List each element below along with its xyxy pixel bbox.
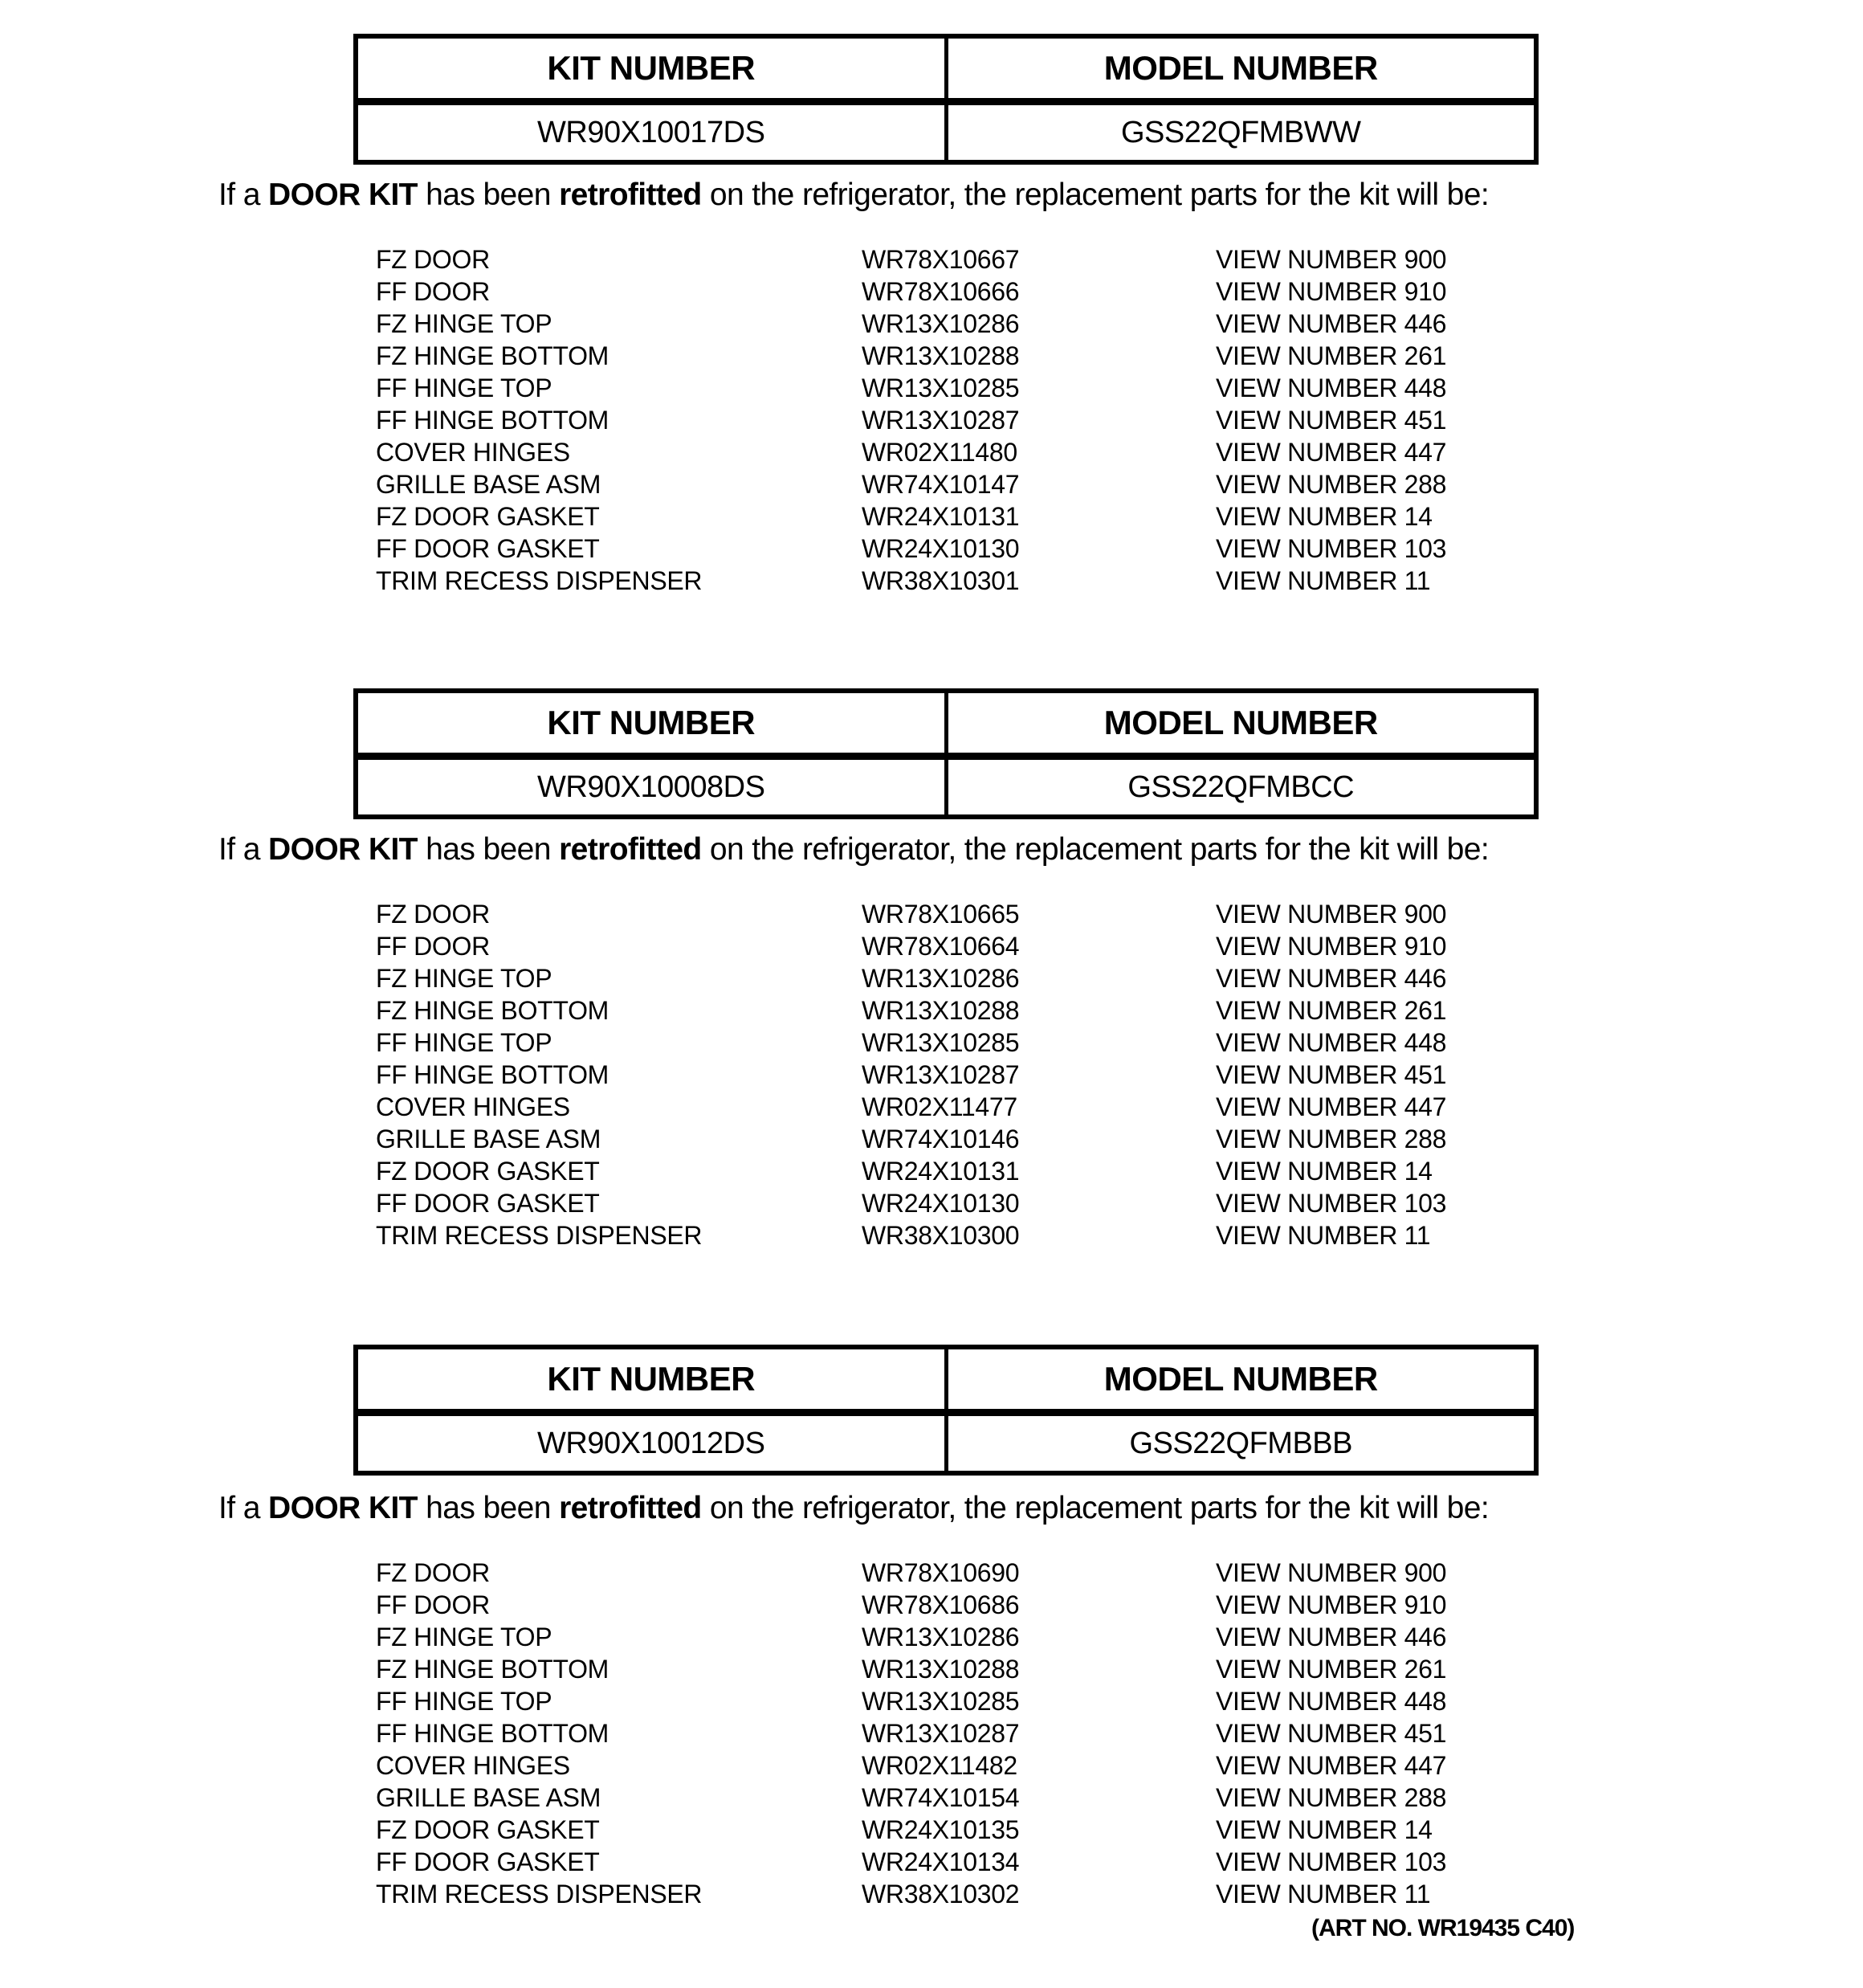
parts-row [0, 1219, 1863, 1251]
intro-bold-door-kit: DOOR KIT [268, 832, 418, 867]
parts-row [0, 1717, 1863, 1749]
part-view-number: VIEW NUMBER 14 [1216, 502, 1433, 531]
part-number: WR24X10131 [862, 1157, 1020, 1186]
part-name: FZ DOOR GASKET [376, 502, 600, 531]
part-name: TRIM RECESS DISPENSER [376, 566, 703, 595]
model-number-value: GSS22QFMBCC [946, 757, 1536, 818]
intro-text: has been [417, 1491, 560, 1525]
part-name: FZ HINGE TOP [376, 964, 552, 993]
part-view-number: VIEW NUMBER 288 [1216, 1783, 1447, 1812]
part-view-number: VIEW NUMBER 900 [1216, 1558, 1447, 1587]
part-name: FF HINGE BOTTOM [376, 1060, 609, 1089]
part-number: WR24X10131 [862, 502, 1020, 531]
part-number: WR13X10285 [862, 1687, 1020, 1716]
part-number: WR78X10664 [862, 932, 1020, 961]
parts-row [0, 1557, 1863, 1589]
parts-row [0, 1187, 1863, 1219]
parts-row [0, 276, 1863, 308]
intro-text: If a [218, 1491, 269, 1525]
model-number-value: GSS22QFMBBB [946, 1413, 1536, 1474]
part-view-number: VIEW NUMBER 446 [1216, 964, 1447, 993]
part-name: FF DOOR [376, 932, 490, 961]
part-name: FZ HINGE BOTTOM [376, 996, 609, 1025]
part-number: WR24X10135 [862, 1815, 1020, 1844]
part-name: FZ DOOR GASKET [376, 1157, 600, 1186]
kit-number-value: WR90X10008DS [356, 757, 946, 818]
part-view-number: VIEW NUMBER 11 [1216, 1880, 1431, 1908]
kit-model-table-3 [353, 1345, 1539, 1476]
model-number-header: MODEL NUMBER [946, 1347, 1536, 1413]
parts-row [0, 436, 1863, 468]
part-name: FF DOOR [376, 277, 490, 306]
part-name: FZ HINGE TOP [376, 309, 552, 338]
part-view-number: VIEW NUMBER 448 [1216, 1028, 1447, 1057]
parts-row [0, 340, 1863, 372]
parts-list-2 [0, 898, 1863, 1251]
part-view-number: VIEW NUMBER 446 [1216, 1623, 1447, 1651]
parts-row [0, 404, 1863, 436]
part-name: FZ HINGE TOP [376, 1623, 552, 1651]
part-name: COVER HINGES [376, 438, 570, 467]
part-name: FF HINGE TOP [376, 1028, 552, 1057]
part-view-number: VIEW NUMBER 288 [1216, 470, 1447, 499]
intro-text: has been [417, 178, 560, 212]
parts-row [0, 1059, 1863, 1091]
part-name: GRILLE BASE ASM [376, 470, 601, 499]
part-number: WR13X10286 [862, 964, 1020, 993]
part-name: GRILLE BASE ASM [376, 1783, 601, 1812]
parts-row [0, 1621, 1863, 1653]
part-number: WR24X10134 [862, 1847, 1020, 1876]
part-name: FF DOOR GASKET [376, 1847, 600, 1876]
part-number: WR38X10300 [862, 1221, 1020, 1250]
parts-row [0, 1091, 1863, 1123]
part-view-number: VIEW NUMBER 446 [1216, 309, 1447, 338]
part-number: WR74X10154 [862, 1783, 1020, 1812]
part-view-number: VIEW NUMBER 910 [1216, 277, 1447, 306]
kit-number-header: KIT NUMBER [356, 1347, 946, 1413]
part-view-number: VIEW NUMBER 447 [1216, 438, 1447, 467]
part-name: FZ DOOR GASKET [376, 1815, 600, 1844]
part-view-number: VIEW NUMBER 261 [1216, 996, 1447, 1025]
parts-row [0, 898, 1863, 930]
part-view-number: VIEW NUMBER 103 [1216, 1189, 1447, 1218]
intro-bold-retrofitted: retrofitted [559, 832, 702, 867]
part-view-number: VIEW NUMBER 448 [1216, 374, 1447, 402]
part-number: WR13X10287 [862, 1060, 1020, 1089]
art-number-footer: (ART NO. WR19435 C40) [1311, 1915, 1575, 1941]
model-number-header: MODEL NUMBER [946, 36, 1536, 102]
part-number: WR78X10686 [862, 1590, 1020, 1619]
intro-bold-door-kit: DOOR KIT [268, 1491, 418, 1525]
part-view-number: VIEW NUMBER 451 [1216, 1719, 1447, 1748]
part-number: WR24X10130 [862, 534, 1020, 563]
part-view-number: VIEW NUMBER 451 [1216, 1060, 1447, 1089]
kit-model-table-2 [353, 688, 1539, 819]
part-name: FZ DOOR [376, 900, 490, 929]
part-name: FF DOOR GASKET [376, 534, 600, 563]
part-number: WR02X11477 [862, 1092, 1017, 1121]
kit-number-value: WR90X10012DS [356, 1413, 946, 1474]
part-number: WR38X10302 [862, 1880, 1020, 1908]
intro-text: has been [417, 832, 560, 867]
part-view-number: VIEW NUMBER 14 [1216, 1815, 1433, 1844]
part-name: TRIM RECESS DISPENSER [376, 1221, 703, 1250]
part-view-number: VIEW NUMBER 910 [1216, 932, 1447, 961]
part-number: WR02X11480 [862, 438, 1017, 467]
part-name: GRILLE BASE ASM [376, 1125, 601, 1153]
part-view-number: VIEW NUMBER 447 [1216, 1092, 1447, 1121]
parts-row [0, 1685, 1863, 1717]
part-name: FF HINGE TOP [376, 374, 552, 402]
parts-row [0, 565, 1863, 597]
parts-row [0, 1814, 1863, 1846]
kit-model-table-1 [353, 34, 1539, 165]
part-view-number: VIEW NUMBER 448 [1216, 1687, 1447, 1716]
intro-bold-door-kit: DOOR KIT [268, 178, 418, 212]
parts-row [0, 1027, 1863, 1059]
part-view-number: VIEW NUMBER 900 [1216, 900, 1447, 929]
part-number: WR13X10286 [862, 309, 1020, 338]
part-number: WR78X10666 [862, 277, 1020, 306]
intro-text: on the refrigerator, the replacement parts for the kit will be: [701, 832, 1490, 867]
parts-row [0, 533, 1863, 565]
kit-number-header: KIT NUMBER [356, 691, 946, 757]
part-name: FF HINGE BOTTOM [376, 406, 609, 435]
intro-text: on the refrigerator, the replacement parts for the kit will be: [701, 1491, 1490, 1525]
part-name: FF HINGE BOTTOM [376, 1719, 609, 1748]
parts-row [0, 962, 1863, 994]
part-number: WR13X10288 [862, 341, 1020, 370]
part-view-number: VIEW NUMBER 261 [1216, 1655, 1447, 1684]
parts-row [0, 1749, 1863, 1782]
part-view-number: VIEW NUMBER 900 [1216, 245, 1447, 274]
part-view-number: VIEW NUMBER 103 [1216, 534, 1447, 563]
part-number: WR13X10285 [862, 1028, 1020, 1057]
parts-row [0, 930, 1863, 962]
part-number: WR13X10287 [862, 406, 1020, 435]
parts-row [0, 308, 1863, 340]
intro-text: If a [218, 178, 269, 212]
part-number: WR74X10147 [862, 470, 1020, 499]
part-name: COVER HINGES [376, 1751, 570, 1780]
model-number-value: GSS22QFMBWW [946, 102, 1536, 163]
part-view-number: VIEW NUMBER 910 [1216, 1590, 1447, 1619]
part-number: WR24X10130 [862, 1189, 1020, 1218]
parts-row [0, 468, 1863, 500]
part-name: FF HINGE TOP [376, 1687, 552, 1716]
retrofit-intro-3 [218, 1489, 1489, 1528]
intro-bold-retrofitted: retrofitted [559, 1491, 702, 1525]
part-view-number: VIEW NUMBER 11 [1216, 1221, 1431, 1250]
part-view-number: VIEW NUMBER 14 [1216, 1157, 1433, 1186]
part-number: WR13X10288 [862, 996, 1020, 1025]
part-number: WR13X10286 [862, 1623, 1020, 1651]
part-number: WR13X10287 [862, 1719, 1020, 1748]
parts-row [0, 1878, 1863, 1910]
part-number: WR78X10690 [862, 1558, 1020, 1587]
retrofit-intro-1 [218, 176, 1489, 214]
parts-list-3 [0, 1557, 1863, 1910]
parts-row [0, 243, 1863, 276]
part-view-number: VIEW NUMBER 447 [1216, 1751, 1447, 1780]
part-view-number: VIEW NUMBER 103 [1216, 1847, 1447, 1876]
part-view-number: VIEW NUMBER 451 [1216, 406, 1447, 435]
kit-number-value: WR90X10017DS [356, 102, 946, 163]
part-name: FZ DOOR [376, 1558, 490, 1587]
parts-row [0, 1653, 1863, 1685]
part-name: FZ DOOR [376, 245, 490, 274]
parts-row [0, 1589, 1863, 1621]
retrofit-intro-2 [218, 831, 1489, 869]
part-name: FZ HINGE BOTTOM [376, 341, 609, 370]
parts-row [0, 1782, 1863, 1814]
model-number-header: MODEL NUMBER [946, 691, 1536, 757]
part-name: COVER HINGES [376, 1092, 570, 1121]
intro-text: on the refrigerator, the replacement parts for the kit will be: [701, 178, 1490, 212]
part-number: WR78X10665 [862, 900, 1020, 929]
intro-text: If a [218, 832, 269, 867]
parts-list-1 [0, 243, 1863, 597]
parts-row [0, 994, 1863, 1027]
part-name: FZ HINGE BOTTOM [376, 1655, 609, 1684]
parts-row [0, 500, 1863, 533]
part-number: WR78X10667 [862, 245, 1020, 274]
part-number: WR02X11482 [862, 1751, 1017, 1780]
part-number: WR13X10285 [862, 374, 1020, 402]
parts-row [0, 1155, 1863, 1187]
part-view-number: VIEW NUMBER 288 [1216, 1125, 1447, 1153]
parts-row [0, 1846, 1863, 1878]
part-name: FF DOOR [376, 1590, 490, 1619]
parts-row [0, 1123, 1863, 1155]
parts-row [0, 372, 1863, 404]
part-number: WR13X10288 [862, 1655, 1020, 1684]
part-name: TRIM RECESS DISPENSER [376, 1880, 703, 1908]
part-name: FF DOOR GASKET [376, 1189, 600, 1218]
part-view-number: VIEW NUMBER 11 [1216, 566, 1431, 595]
part-view-number: VIEW NUMBER 261 [1216, 341, 1447, 370]
part-number: WR38X10301 [862, 566, 1020, 595]
kit-number-header: KIT NUMBER [356, 36, 946, 102]
part-number: WR74X10146 [862, 1125, 1020, 1153]
intro-bold-retrofitted: retrofitted [559, 178, 702, 212]
